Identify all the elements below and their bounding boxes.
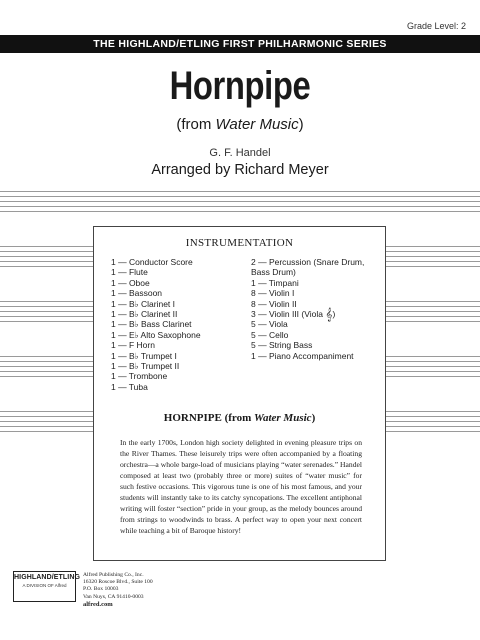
publisher-line: 16320 Roscoe Blvd., Suite 100 (83, 579, 153, 586)
instrument-item: 1 — Piano Accompaniment (251, 350, 354, 361)
instrument-item: 5 — String Bass (251, 340, 313, 351)
subtitle-suffix: ) (298, 116, 304, 133)
instrument-item: 1 — Tuba (111, 381, 148, 392)
highland-etling-logo (13, 571, 81, 602)
piece-subtitle (0, 116, 480, 133)
instrument-item: 1 — B♭ Clarinet II (111, 309, 178, 320)
publisher-address (83, 572, 153, 608)
instrument-item: 2 — Percussion (Snare Drum, Bass Drum) (251, 257, 365, 278)
violin3-suffix: ) (332, 309, 336, 320)
instrument-item: 1 — Bassoon (111, 288, 163, 299)
instrument-item: 1 — B♭ Bass Clarinet (111, 319, 192, 330)
description-title-prefix: HORNPIPE (from (163, 412, 254, 424)
logo-division: A DIVISION OF Alfred (22, 583, 67, 588)
instrument-item: 8 — Violin II (251, 298, 297, 309)
treble-clef-icon: 𝄞 (325, 307, 333, 322)
publisher-line: Alfred Publishing Co., Inc. (83, 572, 144, 578)
instrument-item: 1 — B♭ Trumpet I (111, 350, 177, 361)
arranger: Arranged by Richard Meyer (151, 162, 329, 178)
publisher-line: Van Nuys, CA 91410-0003 (83, 593, 144, 600)
instrumentation-panel (93, 226, 386, 561)
composer: G. F. Handel (209, 147, 271, 159)
logo-wordmark: HIGHLAND/ETLING (14, 574, 81, 581)
instrument-item-violin3 (251, 307, 379, 322)
instrument-item: 5 — Viola (251, 319, 288, 330)
subtitle-prefix: (from (176, 116, 216, 133)
instrument-item: 8 — Violin I (251, 288, 295, 299)
instrument-list-left (111, 257, 239, 392)
instrument-item: 5 — Cello (251, 329, 289, 340)
grade-level: Grade Level: 2 (406, 21, 466, 31)
instrument-item: 1 — Trombone (111, 371, 168, 382)
instrument-item: 1 — Oboe (111, 277, 150, 288)
staff-lines-1 (0, 191, 480, 216)
instrumentation-heading: INSTRUMENTATION (185, 237, 294, 249)
instrument-item: 1 — Timpani (251, 277, 299, 288)
description-title (94, 412, 385, 424)
instrument-item: 1 — F Horn (111, 340, 155, 351)
instrument-item: 1 — Conductor Score (111, 257, 193, 267)
description-text: In the early 1700s, London high society delighted in evening pleasure trips on the River Thames. These leisurely trips were often accompanied by a floating orchestra—a whole barge-load of musicians playing “water serenades.” Handel composed at least two (probably three or more) suites of “water music” for such festive occasions. This vigorous tune is one of his most famous, and your students will instantly take to its catchy syncopations. The excellent antiphonal writing will foster “section” pride in your group, as the melody bounces around from strings to woodwinds to brass. A perfect way to open your next concert while teaching a bit of Baroque history! (120, 438, 362, 535)
piece-title: Hornpipe (169, 64, 311, 108)
series-banner: THE HIGHLAND/ETLING FIRST PHILHARMONIC SERIES (0, 35, 480, 53)
instrument-item: 1 — Flute (111, 267, 148, 278)
instrument-item: 1 — B♭ Clarinet I (111, 298, 176, 309)
description-title-italic: Water Music (254, 412, 312, 424)
instrument-list-right (251, 257, 379, 361)
subtitle-italic: Water Music (215, 116, 299, 133)
description-title-suffix: ) (311, 412, 316, 424)
publisher-website: alfred.com (83, 600, 113, 608)
publisher-line: P.O. Box 10003 (83, 586, 119, 593)
instrument-item: 1 — E♭ Alto Saxophone (111, 329, 201, 340)
violin3-label: 3 — Violin III (Viola (251, 309, 326, 320)
instrument-item: 1 — B♭ Trumpet II (111, 361, 180, 372)
